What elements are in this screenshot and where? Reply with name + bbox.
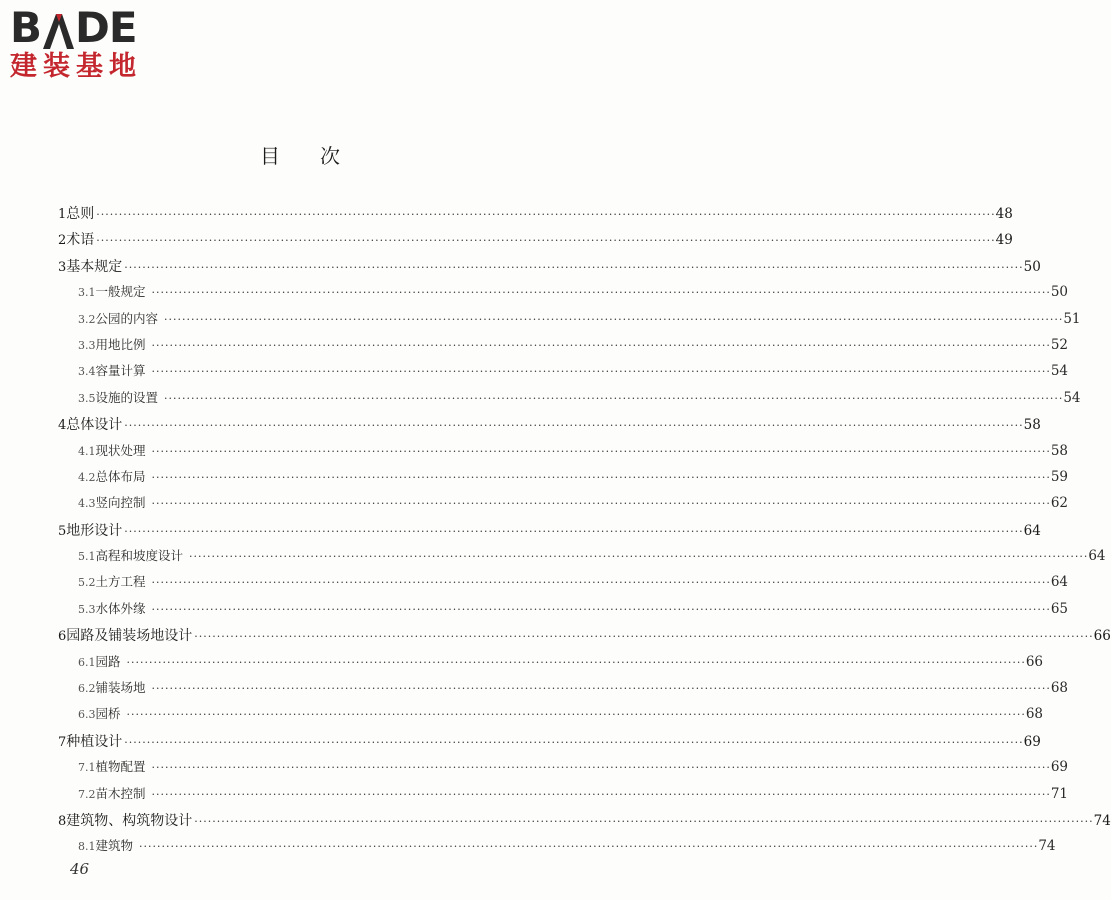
toc-entry-label: 建筑物 — [95, 838, 134, 854]
toc-leader-dots: ········································································································································································································ — [164, 391, 1064, 405]
toc-entry-label: 园桥 — [95, 706, 121, 722]
table-of-contents — [58, 203, 1111, 863]
toc-entry-label: 建筑物、构筑物设计 — [66, 812, 193, 829]
toc-leader-dots: ········································································································································································································ — [139, 840, 1039, 854]
toc-entry-page: 50 — [1023, 258, 1041, 275]
toc-entry-number: 4.3 — [78, 497, 96, 511]
toc-entry-label: 苗木控制 — [95, 785, 146, 801]
toc-entry-number: 2 — [58, 233, 67, 249]
toc-leader-dots: ········································································································································································································ — [151, 761, 1051, 775]
toc-entry-number: 7 — [58, 734, 67, 750]
toc-leader-dots: ········································································································································································································ — [151, 682, 1051, 696]
toc-entry-number: 3.3 — [78, 338, 96, 352]
toc-entry-number: 3.4 — [78, 365, 96, 379]
toc-entry[interactable] — [58, 203, 1013, 229]
toc-entry[interactable] — [58, 836, 1056, 862]
toc-entry-label: 园路 — [95, 653, 121, 669]
toc-entry-page: 58 — [1050, 442, 1069, 459]
toc-leader-dots: ········································································································································································································ — [96, 234, 996, 248]
toc-leader-dots: ········································································································································································································ — [151, 286, 1051, 300]
page-number: 46 — [70, 860, 90, 878]
toc-leader-dots: ········································································································································································································ — [194, 630, 1094, 644]
toc-entry-page: 54 — [1063, 389, 1081, 406]
toc-entry-page: 52 — [1050, 336, 1069, 353]
toc-entry-page: 62 — [1050, 495, 1069, 512]
toc-entry[interactable] — [58, 546, 1106, 572]
toc-entry-label: 铺装场地 — [95, 680, 146, 696]
toc-entry-number: 4.2 — [78, 470, 96, 484]
toc-entry[interactable] — [58, 309, 1081, 335]
toc-entry-number: 8 — [58, 813, 67, 829]
toc-entry-page: 64 — [1050, 574, 1069, 591]
toc-entry-page: 66 — [1025, 653, 1044, 670]
toc-entry-label: 水体外缘 — [95, 600, 146, 616]
toc-leader-dots: ········································································································································································································ — [126, 708, 1026, 722]
toc-leader-dots: ········································································································································································································ — [189, 550, 1089, 564]
toc-entry-label: 土方工程 — [95, 574, 146, 590]
toc-entry-label: 用地比例 — [95, 336, 146, 352]
toc-entry[interactable] — [58, 704, 1044, 730]
toc-entry-page: 68 — [1050, 680, 1069, 697]
toc-entry-label: 容量计算 — [95, 363, 146, 379]
toc-entry[interactable] — [58, 388, 1081, 414]
toc-entry[interactable] — [58, 361, 1069, 387]
toc-entry-number: 8.1 — [78, 840, 96, 854]
toc-entry-page: 58 — [1023, 417, 1041, 434]
toc-entry-page: 65 — [1050, 600, 1069, 617]
toc-entry-page: 51 — [1063, 310, 1081, 327]
toc-entry-number: 5.2 — [78, 576, 96, 590]
bade-logo — [10, 3, 180, 86]
toc-entry[interactable] — [58, 520, 1041, 546]
toc-leader-dots: ········································································································································································································ — [151, 470, 1051, 484]
toc-entry-number: 5.3 — [78, 602, 96, 616]
toc-entry-number: 1 — [58, 207, 67, 222]
logo-a-roof-icon — [41, 10, 75, 50]
toc-entry-label: 基本规定 — [66, 258, 123, 275]
toc-entry-page: 71 — [1050, 785, 1069, 802]
toc-entry-label: 竖向控制 — [95, 495, 146, 511]
toc-entry[interactable] — [58, 731, 1041, 757]
toc-entry-number: 4 — [58, 418, 67, 434]
toc-entry[interactable] — [58, 441, 1069, 467]
toc-entry-label: 地形设计 — [66, 522, 123, 539]
toc-entry[interactable] — [58, 652, 1044, 678]
toc-entry-label: 种植设计 — [66, 733, 123, 750]
toc-entry-number: 6.1 — [78, 655, 96, 669]
toc-leader-dots: ········································································································································································································ — [151, 497, 1051, 511]
toc-entry[interactable] — [58, 414, 1041, 440]
toc-entry-number: 5 — [58, 523, 67, 539]
toc-leader-dots: ········································································································································································································ — [124, 735, 1024, 749]
toc-entry-label: 高程和坡度设计 — [95, 548, 184, 564]
toc-entry-page: 48 — [995, 206, 1013, 222]
toc-entry[interactable] — [58, 335, 1069, 361]
toc-entry-label: 现状处理 — [95, 442, 146, 458]
toc-entry-number: 7.2 — [78, 787, 96, 801]
toc-entry-label: 术语 — [66, 232, 95, 249]
toc-entry[interactable] — [58, 625, 1111, 651]
toc-entry-number: 6.3 — [78, 708, 96, 722]
toc-entry-label: 园路及铺装场地设计 — [66, 628, 193, 645]
page-title: 目次 — [260, 144, 380, 168]
toc-leader-dots: ········································································································································································································ — [124, 419, 1024, 433]
toc-entry[interactable] — [58, 810, 1111, 836]
toc-entry-label: 一般规定 — [95, 284, 146, 300]
toc-entry-page: 74 — [1093, 812, 1111, 829]
toc-leader-dots: ········································································································································································································ — [151, 787, 1051, 801]
toc-entry-label: 植物配置 — [95, 759, 146, 775]
toc-entry-page: 49 — [995, 232, 1013, 249]
toc-entry-label: 总体设计 — [66, 417, 123, 434]
toc-entry-number: 6.2 — [78, 682, 96, 696]
toc-leader-dots: ········································································································································································································ — [164, 312, 1064, 326]
toc-entry-page: 64 — [1088, 548, 1106, 565]
toc-entry-number: 3.5 — [78, 391, 96, 405]
toc-leader-dots: ········································································································································································································ — [151, 602, 1051, 616]
toc-entry-number: 3.1 — [78, 286, 96, 300]
toc-leader-dots: ········································································································································································································ — [151, 338, 1051, 352]
toc-entry-number: 3 — [58, 259, 67, 275]
toc-leader-dots: ········································································································································································································ — [124, 260, 1024, 274]
toc-leader-dots: ········································································································································································································ — [194, 814, 1094, 828]
toc-leader-dots: ········································································································································································································ — [126, 655, 1026, 669]
toc-entry-label: 总则 — [66, 206, 95, 222]
toc-entry-page: 59 — [1050, 468, 1069, 485]
toc-entry-page: 64 — [1023, 522, 1041, 539]
toc-entry[interactable] — [58, 229, 1013, 255]
toc-entry-page: 74 — [1038, 838, 1056, 855]
toc-entry-label: 总体布局 — [95, 468, 146, 484]
toc-entry-label: 设施的设置 — [95, 389, 159, 405]
toc-entry-page: 54 — [1050, 363, 1069, 380]
toc-entry-page: 50 — [1050, 284, 1069, 301]
toc-entry[interactable] — [58, 599, 1069, 625]
toc-entry-page: 68 — [1025, 706, 1044, 723]
toc-leader-dots: ········································································································································································································ — [96, 208, 996, 221]
toc-leader-dots: ········································································································································································································ — [151, 576, 1051, 590]
toc-entry[interactable] — [58, 757, 1069, 783]
toc-entry[interactable] — [58, 493, 1069, 519]
toc-entry[interactable] — [58, 256, 1041, 282]
toc-leader-dots: ········································································································································································································ — [151, 365, 1051, 379]
toc-leader-dots: ········································································································································································································ — [151, 444, 1051, 458]
toc-entry-number: 6 — [58, 629, 67, 645]
toc-entry[interactable] — [58, 784, 1069, 810]
toc-entry-number: 4.1 — [78, 444, 96, 458]
toc-entry-page: 69 — [1050, 759, 1069, 776]
toc-entry-page: 66 — [1093, 628, 1111, 645]
toc-entry[interactable] — [58, 678, 1069, 704]
toc-entry[interactable] — [58, 282, 1069, 308]
logo-subtitle: 建装基地 — [10, 51, 142, 82]
toc-leader-dots: ········································································································································································································ — [124, 524, 1024, 538]
toc-entry-number: 3.2 — [78, 312, 96, 326]
toc-entry[interactable] — [58, 467, 1069, 493]
toc-entry-label: 公园的内容 — [95, 310, 159, 326]
toc-entry-number: 5.1 — [78, 550, 96, 564]
logo-wordmark: B DE — [10, 3, 137, 52]
toc-entry[interactable] — [58, 572, 1069, 598]
toc-entry-page: 69 — [1023, 733, 1041, 750]
toc-entry-number: 7.1 — [78, 761, 96, 775]
